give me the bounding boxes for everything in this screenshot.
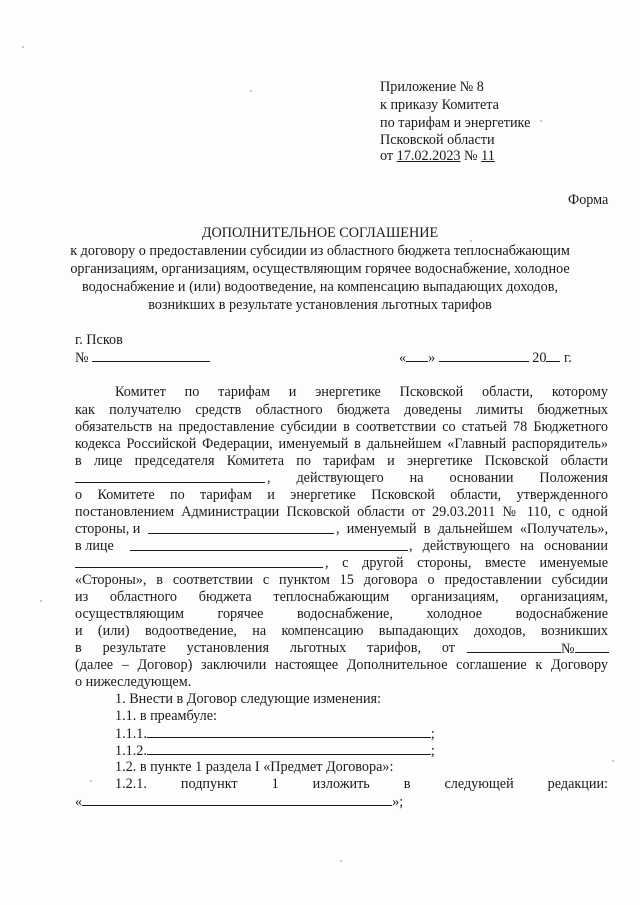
body-line-10a: в лице [75,538,114,554]
appendix-order: к приказу Комитета [380,97,499,113]
body-line-9b: , именуемый в дальнейшем «Получатель», [336,521,608,537]
body-line-15: и (или) водоотведение, на компенсацию выпадающих доходов, возникших [75,623,608,639]
body-line-6: , действующего на основании Положения [267,470,608,486]
body-line-18: о нижеследующем. [75,674,192,690]
body-line-8: постановлением Администрации Псковской области от 29.03.2011 № 110, с одной [75,504,608,520]
body-line-1: Комитет по тарифам и энергетике Псковской области, которому [115,384,608,400]
item-1-2: 1.2. в пункте 1 раздела I «Предмет Договора»: [115,759,394,775]
document-subtitle-4: возникших в результате установления льготных тарифов [148,297,492,313]
body-line-9a: стороны, и [75,521,141,537]
appendix-date-line: от 17.02.2023 № 11 [380,148,495,164]
place: г. Псков [75,332,123,348]
appendix-number: Приложение № 8 [380,79,484,95]
appendix-date: 17.02.2023 [396,148,461,164]
blank-recipient [148,521,334,538]
body-line-17: (далее – Договор) заключили настоящее Дополнительное соглашение к Договору [75,657,608,673]
body-line-12: «Стороны», в соответствии с пунктом 15 договора о предоставлении субсидии [75,572,608,588]
body-line-5: в лице председателя Комитета по тарифам и энергетике Псковской области [75,453,608,469]
document-subtitle-3: водоснабжение и (или) водоотведение, на компенсацию выпадающих доходов, [81,279,558,295]
document-subtitle-2: организациям, организациям, осуществляющим горячее водоснабжение, холодное [70,261,570,277]
body-line-4: кодекса Российской Федерации, именуемый в дальнейшем «Главный распорядитель» [75,436,608,452]
document-subtitle-1: к договору о предоставлении субсидии из областного бюджета теплоснабжающим [70,243,570,259]
body-line-14: осуществляющим горячее водоснабжение, холодное водоснабжение [75,606,608,622]
item-1-1: 1.1. в преамбуле: [115,708,217,724]
body-line-13: из областного бюджета теплоснабжающим организациям, организациям, [75,589,608,605]
item-1-2-1: 1.2.1. подпункт 1 изложить в следующей редакции: [115,776,608,792]
agreement-number: № [75,349,210,366]
item-1-1-2: 1.1.2. ; [115,743,435,759]
appendix-committee: по тарифам и энергетике [380,115,531,131]
item-1: 1. Внести в Договор следующие изменения: [115,691,382,707]
body-line-7: о Комитете по тарифам и энергетике Псковской области, утвержденного [75,487,608,503]
body-line-16a: в результате установления льготных тарифов, от [75,640,455,656]
blank-representative [130,538,408,555]
document-heading: ДОПОЛНИТЕЛЬНОЕ СОГЛАШЕНИЕ [201,225,439,241]
body-line-10b: , действующего на основании [409,538,608,554]
body-line-11: , с другой стороны, вместе именуемые [325,555,608,571]
blank-chairman [75,470,265,487]
body-line-2: как получателю средств областного бюджета доведены лимиты бюджетных [75,402,608,418]
item-1-1-1: 1.1.1. ; [115,726,435,742]
agreement-date: « » 20 г. [399,350,572,366]
appendix-order-number: 11 [481,148,495,164]
blank-basis [75,555,323,572]
appendix-region: Псковской области [380,132,495,148]
form-label: Форма [568,192,609,208]
new-wording-blank: « »; [75,794,404,810]
contract-ref: № [467,640,609,657]
body-line-3: обязательств на предоставление субсидии в соответствии со статьей 78 Бюджетного [75,419,608,435]
